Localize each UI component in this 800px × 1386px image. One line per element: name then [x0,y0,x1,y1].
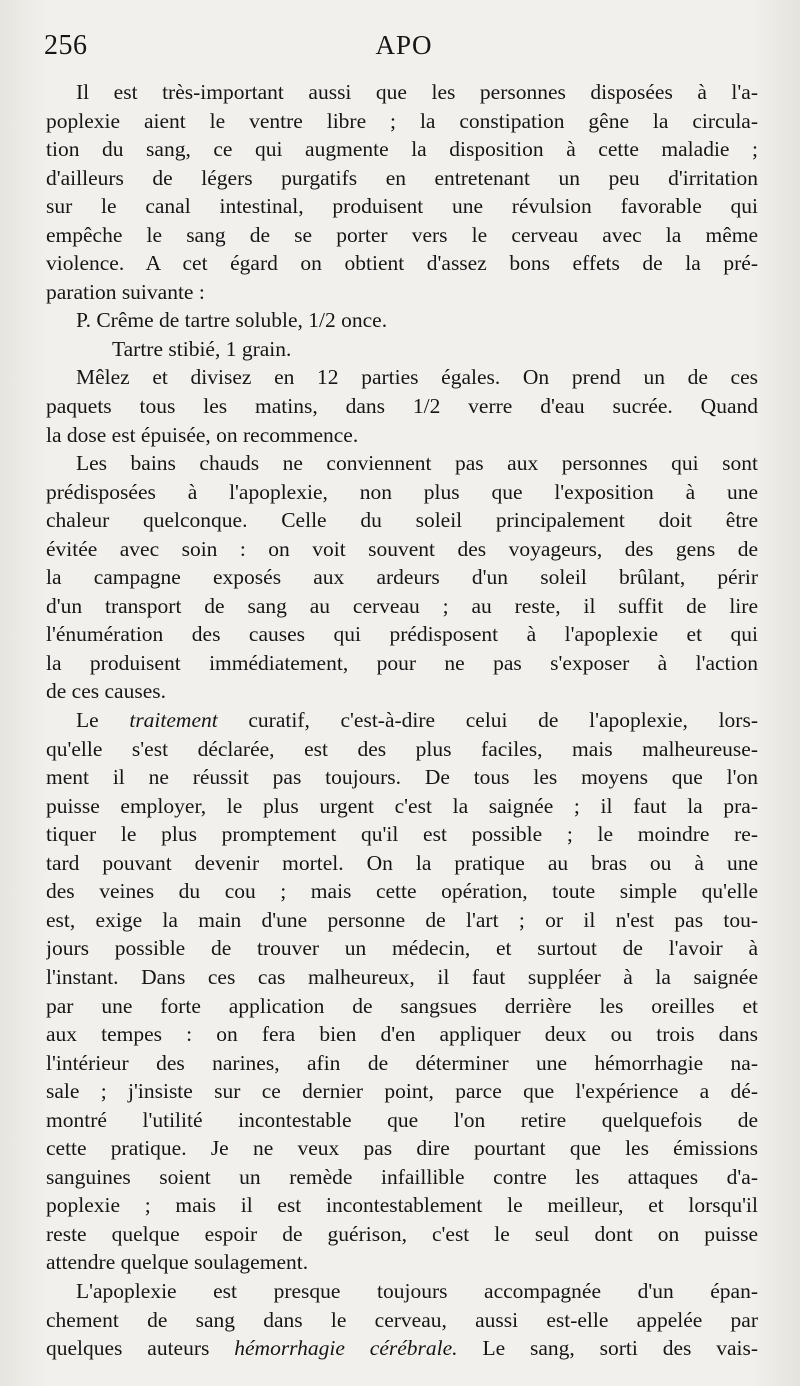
text-line: empêche le sang de se porter vers le cerveau avec la même [46,222,758,247]
text-line: puisse employer, le plus urgent c'est la saignée ; il faut la pra- [46,793,758,818]
text-line: Il est très-important aussi que les personnes disposées à l'a- [76,80,758,104]
text-line: chaleur quelconque. Celle du soleil principalement doit être [46,508,758,533]
text-line: l'intérieur des narines, afin de déterminer une hémorrhagie na- [46,1050,758,1075]
text-line: poplexie aient le ventre libre ; la constipation gêne la circula- [46,108,758,133]
text-fragment: quelques auteurs [46,1336,210,1361]
text-line: par une forte application de sangsues derrière les oreilles et [46,993,758,1018]
text-line: tion du sang, ce qui augmente la disposition à cette maladie ; [46,137,758,162]
text-line: ment il ne réussit pas toujours. De tous les moyens que l'on [46,765,758,790]
text-line: d'un transport de sang au cerveau ; au reste, il suffit de lire [46,593,758,618]
text-line [46,706,758,735]
text-line: aux tempes : on fera bien d'en appliquer deux ou trois dans [46,1022,758,1047]
italic-term: hémorrhagie cérébrale. [234,1336,458,1361]
text-line: cette pratique. Je ne veux pas dire pourtant que les émissions [46,1136,758,1161]
text-fragment: Le [76,708,99,733]
text-line: montré l'utilité incontestable que l'on retire quelquefois de [46,1107,758,1132]
text-line: attendre quelque soulagement. [46,1250,309,1275]
italic-term: traitement [129,708,218,733]
text-line: Les bains chauds ne conviennent pas aux personnes qui sont [76,451,758,476]
text-line: sanguines soient un remède infaillible contre les attaques d'a- [46,1164,758,1189]
text-line: d'ailleurs de légers purgatifs en entretenant un peu d'irritation [46,165,758,190]
text-fragment: curatif, c'est-à-dire celui de l'apoplexie, lors- [248,708,758,733]
text-line: prédisposées à l'apoplexie, non plus que l'exposition à une [46,479,758,504]
text-line: Mêlez et divisez en 12 parties égales. On prend un de ces [76,365,758,390]
text-line: reste quelque espoir de guérison, c'est le seul dont on puisse [46,1221,758,1246]
text-fragment: Le sang, sorti des vais- [482,1336,758,1361]
text-line: paration suivante : [46,279,205,304]
running-head: APO [375,30,433,60]
text-line: évitée avec soin : on voit souvent des voyageurs, des gens de [46,536,758,561]
text-line: L'apoplexie est presque toujours accompagnée d'un épan- [76,1278,758,1303]
prescription-line: P. Crême de tartre soluble, 1/2 once. [76,308,388,333]
text-line: la campagne exposés aux ardeurs d'un soleil brûlant, périr [46,565,758,590]
text-line: qu'elle s'est déclarée, est des plus faciles, mais malheureuse- [46,736,758,761]
text-line [46,1334,758,1363]
page-number: 256 [44,30,88,61]
text-line: est, exige la main d'une personne de l'art ; or il n'est pas tou- [46,907,758,932]
prescription-line: Tartre stibié, 1 grain. [112,336,292,361]
text-line: jours possible de trouver un médecin, et surtout de l'avoir à [46,936,758,961]
text-line: la dose est épuisée, on recommence. [46,422,359,447]
text-line: sale ; j'insiste sur ce dernier point, parce que l'expérience a dé- [46,1079,758,1104]
text-line: violence. A cet égard on obtient d'assez bons effets de la pré- [46,251,758,276]
page-header [44,30,764,74]
body-text [46,78,758,1363]
text-line: de ces causes. [46,679,166,704]
text-line: poplexie ; mais il est incontestablement le meilleur, et lorsqu'il [46,1193,758,1218]
text-line: sur le canal intestinal, produisent une révulsion favorable qui [46,194,758,219]
text-line: tard pouvant devenir mortel. On la pratique au bras ou à une [46,850,758,875]
text-line: l'énumération des causes qui prédisposent à l'apoplexie et qui [46,622,758,647]
text-line: des veines du cou ; mais cette opération, toute simple qu'elle [46,879,758,904]
text-line: l'instant. Dans ces cas malheureux, il faut suppléer à la saignée [46,964,758,989]
text-line: la produisent immédiatement, pour ne pas s'exposer à l'action [46,650,758,675]
text-line: paquets tous les matins, dans 1/2 verre d'eau sucrée. Quand [46,394,758,419]
text-line: chement de sang dans le cerveau, aussi est-elle appelée par [46,1307,758,1332]
text-line: tiquer le plus promptement qu'il est possible ; le moindre re- [46,822,758,847]
